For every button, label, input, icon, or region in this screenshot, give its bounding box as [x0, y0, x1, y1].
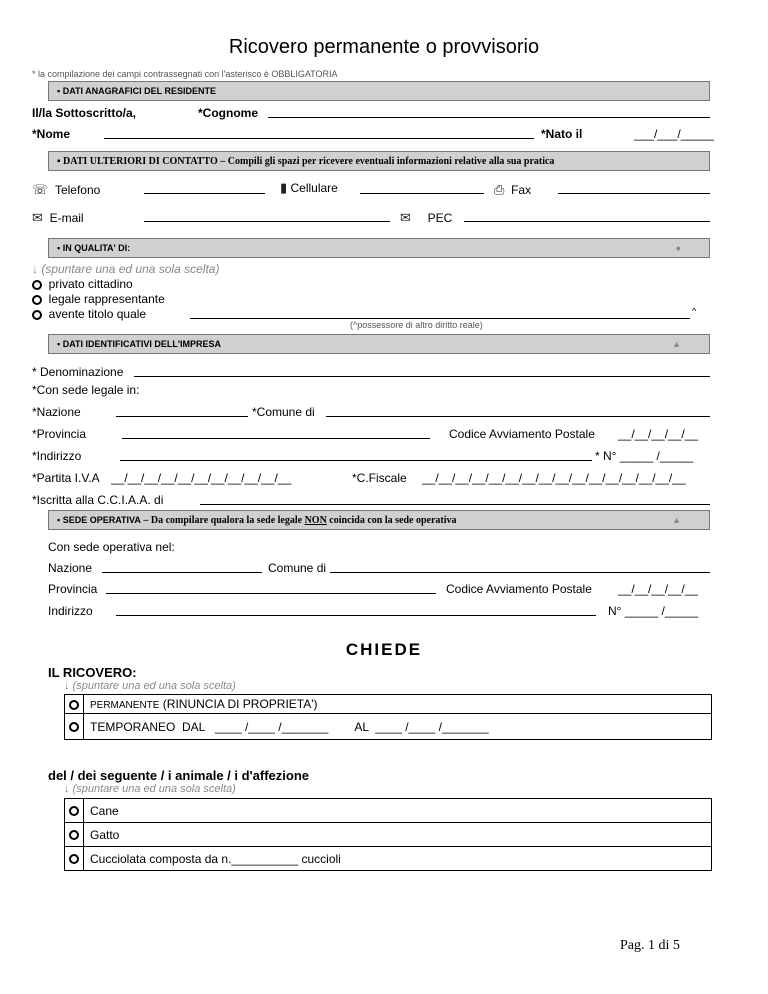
chiede-heading: CHIEDE: [345, 640, 423, 659]
section-header-impresa: ▪ DATI IDENTIFICATIVI DELL'IMPRESA ▲: [48, 334, 710, 354]
ricovero-hint: ↓ (spuntare una ed una sola scelta): [64, 680, 236, 692]
op-cap-label: Codice Avviamento Postale: [446, 582, 592, 596]
mandatory-note: * la compilazione dei campi contrassegnati con l'asterisco è OBBLIGATORIA: [32, 69, 338, 79]
radio-privato[interactable]: [32, 280, 42, 290]
fax-label: Fax: [511, 183, 532, 197]
caret-mark: ^: [692, 306, 697, 316]
op-indirizzo-label: Indirizzo: [48, 604, 93, 618]
cf-label: *C.Fiscale: [352, 471, 407, 485]
birth-date-field[interactable]: ___/___/_____: [634, 127, 715, 141]
bullet-mark: ●: [675, 243, 681, 253]
animale-title: del / dei seguente / i animale / i d'affezione: [48, 768, 309, 783]
cellulare-label: Cellulare: [290, 181, 338, 195]
op-nazione-label: Nazione: [48, 561, 93, 575]
op-cap-field[interactable]: __/__/__/__/__: [618, 582, 699, 596]
piva-label: *Partita I.V.A: [32, 471, 100, 485]
comune-label: *Comune di: [252, 405, 315, 419]
pec-label: PEC: [427, 211, 453, 225]
radio-temporaneo[interactable]: [69, 722, 79, 732]
section-header-contatto: ▪ DATI ULTERIORI DI CONTATTO – Compili gli spazi per ricevere eventuali informazioni relative alla sua pratica: [48, 151, 710, 171]
ricovero-permanente-row[interactable]: PERMANENTE (RINUNCIA DI PROPRIETA'): [65, 695, 712, 714]
telefono-label: Telefono: [54, 183, 101, 197]
nato-label: *Nato il: [541, 127, 583, 141]
nome-label: *Nome: [32, 127, 71, 141]
op-provincia-label: Provincia: [48, 582, 98, 596]
civico-field[interactable]: * N° _____ /_____: [595, 449, 694, 463]
cciaa-field[interactable]: [200, 492, 710, 505]
pec-field[interactable]: [464, 209, 710, 222]
fax-icon: ⎙: [494, 182, 505, 197]
email-row: [32, 210, 84, 226]
radio-cane[interactable]: [69, 806, 79, 816]
radio-legale[interactable]: [32, 295, 42, 305]
fax-field[interactable]: [558, 181, 710, 194]
radio-cucciolata[interactable]: [69, 854, 79, 864]
cf-field[interactable]: __/__/__/__/__/__/__/__/__/__/__/__/__/__/__/__: [422, 471, 686, 485]
denominazione-field[interactable]: [134, 364, 710, 377]
ricovero-title: IL RICOVERO:: [48, 665, 137, 680]
cap-field[interactable]: __/__/__/__/__: [618, 427, 699, 441]
phone-icon: ☏: [32, 182, 49, 197]
option-privato[interactable]: privato cittadino: [32, 277, 133, 291]
nazione-field[interactable]: [116, 404, 248, 417]
op-nazione-field[interactable]: [102, 560, 262, 573]
section-header-sede-operativa: ▪ SEDE OPERATIVA – Da compilare qualora la sede legale NON coincida con la sede operativa ▲: [48, 510, 710, 530]
avente-field[interactable]: [190, 306, 690, 319]
indirizzo-field[interactable]: [120, 448, 592, 461]
op-comune-field[interactable]: [330, 560, 710, 573]
fax-row: [494, 182, 531, 198]
nome-field[interactable]: [104, 126, 534, 139]
page-title: Ricovero permanente o provvisorio: [228, 36, 540, 58]
option-legale[interactable]: legale rappresentante: [32, 292, 165, 306]
sede-legale-label: *Con sede legale in:: [32, 383, 140, 397]
cognome-field[interactable]: [268, 105, 710, 118]
page-number: Pag. 1 di 5: [620, 938, 680, 953]
sede-operativa-label: Con sede operativa nel:: [48, 540, 175, 554]
animale-options: [64, 798, 712, 871]
section-header-qualita: ▪ IN QUALITA' DI: ●: [48, 238, 710, 258]
email-label: E-mail: [49, 211, 84, 225]
ricovero-temporaneo-row[interactable]: TEMPORANEO DAL ____ /____ /_______ AL ____ /____ /_______: [65, 714, 712, 740]
op-civico-field[interactable]: N° _____ /_____: [608, 604, 699, 618]
email-icon: ✉: [32, 210, 43, 225]
animale-hint: ↓ (spuntare una ed una sola scelta): [64, 783, 236, 795]
cognome-label: *Cognome: [198, 106, 258, 120]
radio-permanente[interactable]: [69, 700, 79, 710]
cap-label: Codice Avviamento Postale: [449, 427, 595, 441]
animale-cucciolata-row[interactable]: Cucciolata composta da n.__________ cuccioli: [65, 847, 712, 871]
indirizzo-label: *Indirizzo: [32, 449, 82, 463]
section-header-anagrafici: ▪ DATI ANAGRAFICI DEL RESIDENTE: [48, 81, 710, 101]
radio-avente[interactable]: [32, 310, 42, 320]
denominazione-label: * Denominazione: [32, 365, 124, 379]
animale-cane-row[interactable]: Cane: [65, 799, 712, 823]
ricovero-options: [64, 694, 712, 740]
nazione-label: *Nazione: [32, 405, 81, 419]
radio-gatto[interactable]: [69, 830, 79, 840]
triangle-mark-2: ▲: [672, 515, 681, 525]
comune-field[interactable]: [326, 404, 710, 417]
telefono-row: [32, 182, 100, 198]
option-avente[interactable]: avente titolo quale: [32, 307, 146, 321]
cciaa-label: *Iscritta alla C.C.I.A.A. di: [32, 493, 164, 507]
pec-row: [400, 210, 452, 226]
sottoscritto-label: Il/la Sottoscritto/a,: [32, 106, 137, 120]
mobile-phone-icon: ▮: [280, 180, 288, 195]
avente-note: (^possessore di altro diritto reale): [350, 320, 483, 330]
piva-field[interactable]: __/__/__/__/__/__/__/__/__/__/__: [111, 471, 292, 485]
op-comune-label: Comune di: [268, 561, 327, 575]
email-field[interactable]: [144, 209, 390, 222]
cellulare-row: [280, 180, 338, 196]
op-provincia-field[interactable]: [106, 581, 436, 594]
cellulare-field[interactable]: [360, 181, 484, 194]
telefono-field[interactable]: [144, 181, 265, 194]
pec-icon: ✉: [400, 210, 411, 225]
choice-hint: ↓ (spuntare una ed una sola scelta): [32, 262, 220, 276]
triangle-mark: ▲: [672, 339, 681, 349]
provincia-field[interactable]: [122, 426, 430, 439]
animale-gatto-row[interactable]: Gatto: [65, 823, 712, 847]
op-indirizzo-field[interactable]: [116, 603, 596, 616]
provincia-label: *Provincia: [32, 427, 87, 441]
